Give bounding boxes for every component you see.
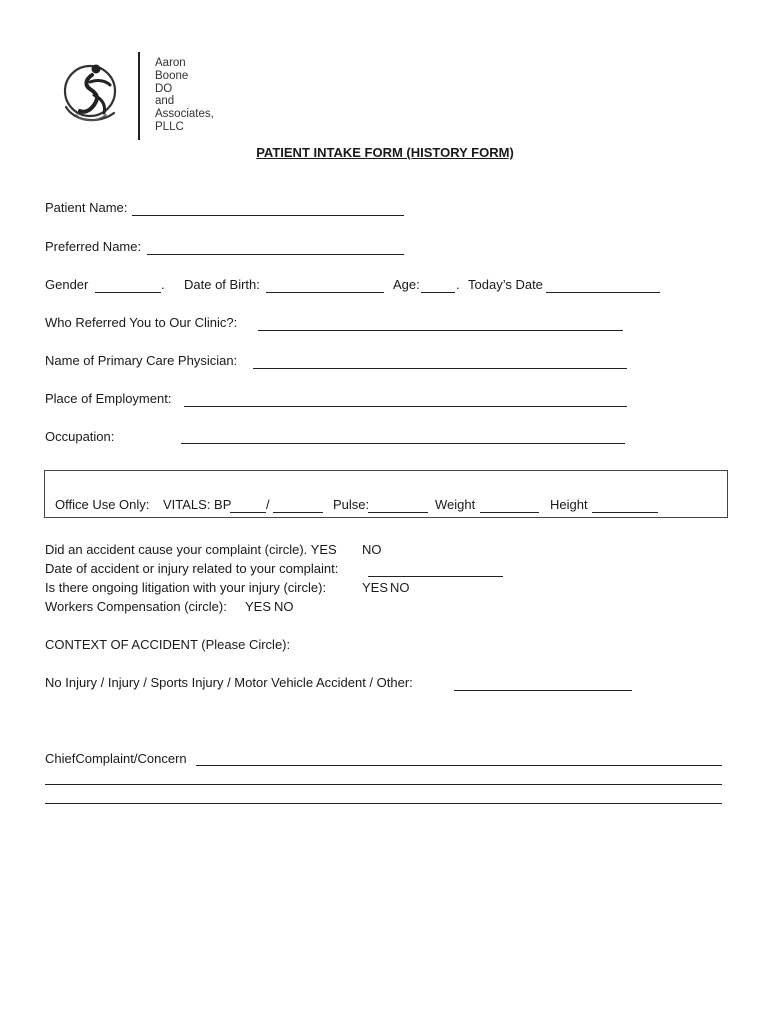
pcp-label: Name of Primary Care Physician: [45, 353, 238, 368]
preferred-name-label: Preferred Name: [45, 239, 142, 254]
age-suffix: . [456, 277, 460, 292]
height-field[interactable] [592, 512, 658, 513]
accident-question: Did an accident cause your complaint (circle). YES [45, 542, 337, 557]
occupation-label: Occupation: [45, 429, 115, 444]
bp-diastolic-field[interactable] [273, 512, 323, 513]
gender-field[interactable] [95, 292, 161, 293]
office-use-label: Office Use Only: [55, 497, 150, 512]
chief-complaint-field[interactable] [196, 765, 722, 766]
dob-field[interactable] [266, 292, 384, 293]
weight-field[interactable] [480, 512, 539, 513]
todays-date-field[interactable] [546, 292, 660, 293]
chief-complaint-label: ChiefComplaint/Concern [45, 751, 187, 766]
referred-field[interactable] [258, 330, 623, 331]
occupation-field[interactable] [181, 443, 625, 444]
context-options[interactable]: No Injury / Injury / Sports Injury / Motor Vehicle Accident / Other: [45, 675, 413, 690]
bp-systolic-field[interactable] [230, 512, 266, 513]
employment-label: Place of Employment: [45, 391, 172, 406]
gender-label: Gender [45, 277, 89, 292]
pulse-field[interactable] [368, 512, 428, 513]
weight-label: Weight [435, 497, 476, 512]
vitals-bp-label: VITALS: BP [163, 497, 232, 512]
workers-comp-no-option[interactable]: NO [274, 599, 294, 614]
dob-label: Date of Birth: [184, 277, 260, 292]
pcp-field[interactable] [253, 368, 627, 369]
patient-name-field[interactable] [132, 215, 404, 216]
litigation-yes-option[interactable]: YES [362, 580, 389, 595]
workers-comp-question: Workers Compensation (circle): [45, 599, 227, 614]
context-label: CONTEXT OF ACCIDENT (Please Circle): [45, 637, 291, 652]
employment-field[interactable] [184, 406, 627, 407]
chief-complaint-line-2[interactable] [45, 784, 722, 785]
litigation-question: Is there ongoing litigation with your injury (circle): [45, 580, 327, 595]
accident-no-option[interactable]: NO [362, 542, 382, 557]
other-field[interactable] [454, 690, 632, 691]
form-title: PATIENT INTAKE FORM (HISTORY FORM) [256, 145, 514, 160]
age-field[interactable] [421, 292, 455, 293]
logo-divider [138, 52, 140, 140]
height-label: Height [550, 497, 588, 512]
litigation-no-option[interactable]: NO [390, 580, 410, 595]
gender-suffix: . [161, 277, 165, 292]
accident-date-field[interactable] [368, 576, 503, 577]
age-label: Age: [393, 277, 420, 292]
pulse-label: Pulse: [333, 497, 370, 512]
company-name: Aaron Boone DO and Associates, PLLC [155, 57, 214, 133]
preferred-name-field[interactable] [147, 254, 404, 255]
accident-date-label: Date of accident or injury related to your complaint: [45, 561, 339, 576]
patient-name-label: Patient Name: [45, 200, 128, 215]
referred-label: Who Referred You to Our Clinic?: [45, 315, 238, 330]
todays-date-label: Today’s Date [468, 277, 543, 292]
figure-in-hands-logo-icon [60, 55, 124, 131]
chief-complaint-line-3[interactable] [45, 803, 722, 804]
workers-comp-yes-option[interactable]: YES [245, 599, 272, 614]
bp-separator: / [266, 497, 270, 512]
